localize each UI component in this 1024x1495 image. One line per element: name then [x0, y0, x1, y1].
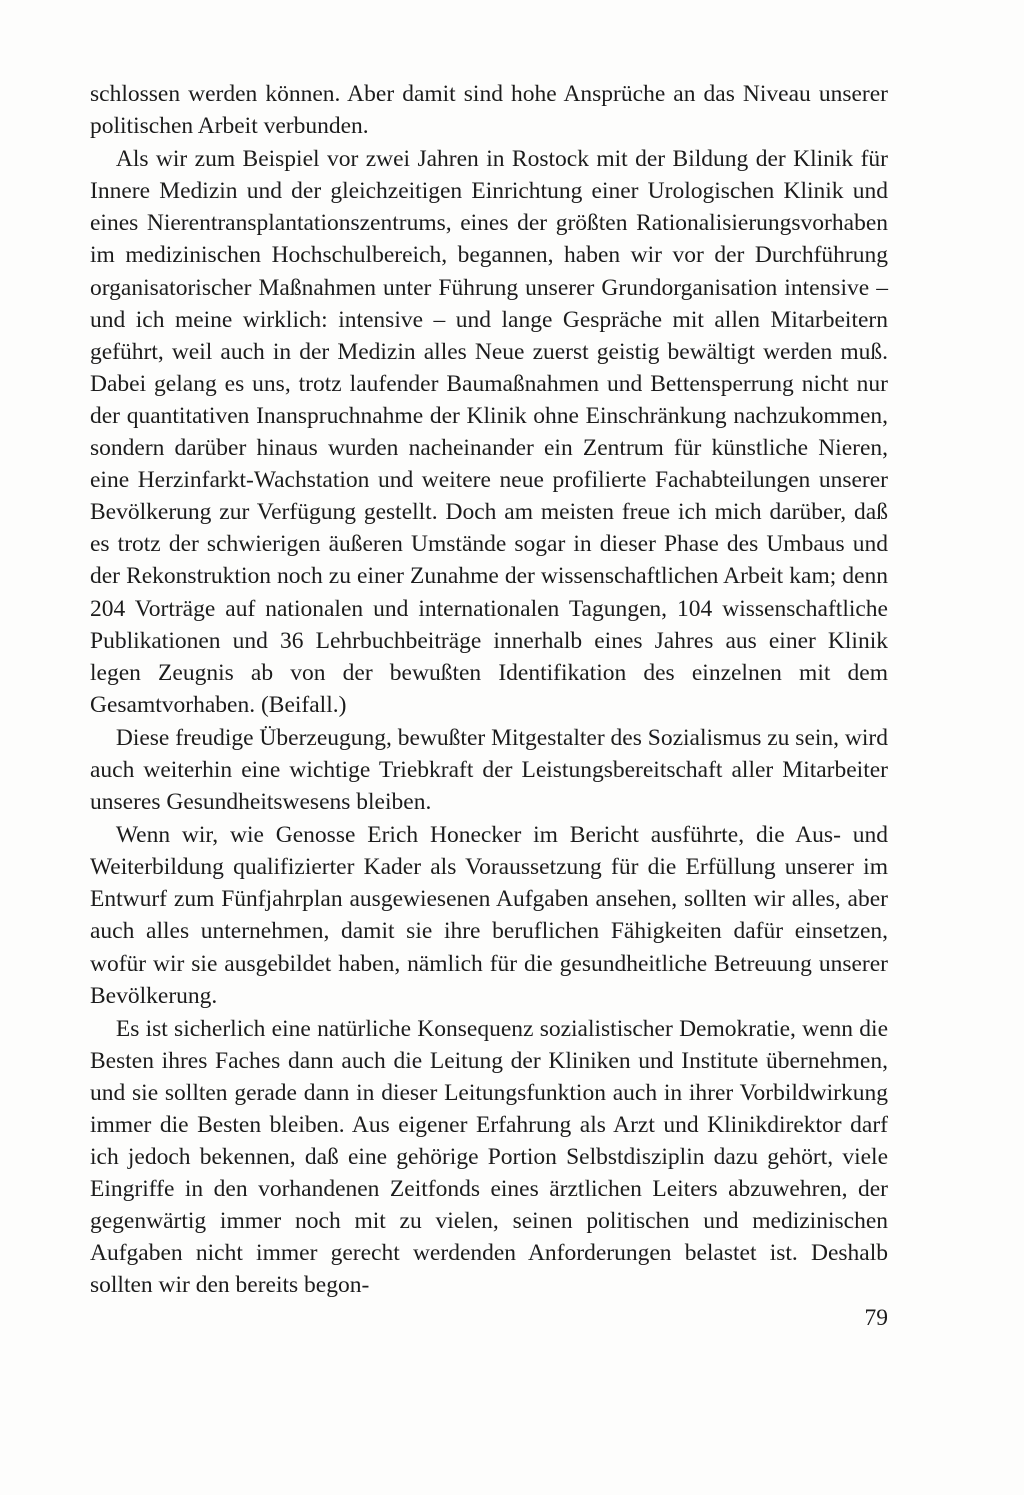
- paragraph-training: Wenn wir, wie Genosse Erich Honecker im Bericht ausführte, die Aus- und Weiterbildung qualifizierter Kader als Voraussetzung für die Erfüllung unserer im Entwurf zum Fünfjahrplan ausgewiesenen Aufgaben ansehen, sollten wir alles, aber auch alles unternehmen, damit sie ihre beruflichen Fähigkeiten dafür einsetzen, wofür wir sie ausgebildet haben, nämlich für die gesundheitliche Betreuung unserer Bevölkerung.: [90, 822, 888, 1009]
- page-number: 79: [864, 1305, 888, 1331]
- paragraph-democracy: Es ist sicherlich eine natürliche Konsequenz sozialistischer Demokratie, wenn die Besten ihres Faches dann auch die Leitung der Kliniken und Institute übernehmen, und sie sollten gerade dann in dieser Leitungsfunktion auch in ihrer Vorbildwirkung immer die Besten bleiben. Aus eigener Erfahrung als Arzt und Klinikdirektor darf ich jedoch bekennen, daß eine gehörige Portion Selbstdisziplin dazu gehört, viele Eingriffe in den vorhandenen Zeitfonds eines ärztlichen Leiters abzuwehren, der gegenwärtig immer noch mit zu vielen, seinen politischen und medizinischen Aufgaben nicht immer gerecht werdenden Anforderungen belastet ist. Deshalb sollten wir den bereits begon-: [90, 1015, 888, 1299]
- paragraph-rostock-clinic: Als wir zum Beispiel vor zwei Jahren in Rostock mit der Bildung der Klinik für Innere Medizin und der gleichzeitigen Einrichtung einer Urologischen Klinik und eines Nierentransplantationszentrums, eines der größten Rationalisierungsvorhaben im medizinischen Hochschulbereich, begannen, haben wir vor der Durchführung organisatorischer Maßnahmen unter Führung unserer Grundorganisation intensive – und ich meine wirklich: intensive – und lange Gespräche mit allen Mitarbeitern geführt, weil auch in der Medizin alles Neue zuerst geistig bewältigt werden muß. Dabei gelang es uns, trotz laufender Baumaßnahmen und Bettensperrung nicht nur der quantitativen Inanspruchnahme der Klinik ohne Einschränkung nachzukommen, sondern darüber hinaus wurden nacheinander ein Zentrum für künstliche Nieren, eine Herzinfarkt-Wachstation und weitere neue profilierte Fachabteilungen unserer Bevölkerung zur Verfügung gestellt. Doch am meisten freue ich mich darüber, daß es trotz der schwierigen äußeren Umstände sogar in dieser Phase des Umbaus und der Rekonstruktion noch zu einer Zunahme der wissenschaftlichen Arbeit kam; denn 204 Vorträge auf nationalen und internationalen Tagungen, 104 wissenschaftliche Publikationen und 36 Lehrbuchbeiträge innerhalb eines Jahres aus einer Klinik legen Zeugnis ab von der bewußten Identifikation des einzelnen mit dem Gesamtvorhaben. (Beifall.): [90, 146, 888, 718]
- paragraph-conviction: Diese freudige Überzeugung, bewußter Mitgestalter des Sozialismus zu sein, wird auch weiterhin eine wichtige Triebkraft der Leistungsbereitschaft aller Mitarbeiter unseres Gesundheitswesens bleiben.: [90, 724, 888, 816]
- body-text: [90, 78, 888, 1302]
- paragraph-continuation: schlossen werden können. Aber damit sind hohe Ansprüche an das Niveau unserer politischen Arbeit verbunden.: [90, 81, 888, 140]
